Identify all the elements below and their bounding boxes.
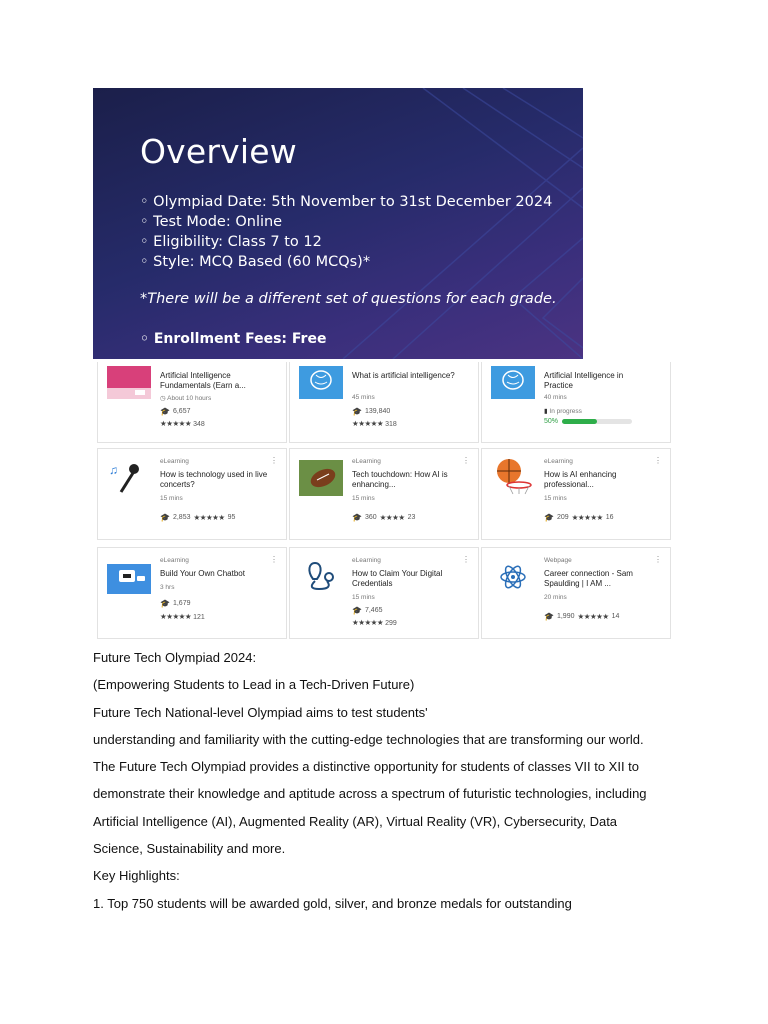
- bullet-style: ◦ Style: MCQ Based (60 MCQs)*: [140, 252, 552, 272]
- course-duration: 20 mins: [544, 594, 567, 601]
- more-options-icon[interactable]: ⋮: [654, 456, 662, 465]
- course-title: Artificial Intelligence Fundamentals (Earn a...: [160, 371, 246, 390]
- course-card[interactable]: [289, 362, 479, 443]
- graduation-cap-icon: 🎓: [352, 606, 362, 615]
- course-stats: 🎓 2,853 ★★★★★ 95: [160, 513, 236, 522]
- course-title: Career connection - Sam Spaulding | I AM ...: [544, 569, 633, 588]
- body-line: Future Tech National-level Olympiad aims to test students': [93, 704, 428, 720]
- more-options-icon[interactable]: ⋮: [462, 456, 470, 465]
- grade-note: *There will be a different set of questions for each grade.: [140, 291, 557, 307]
- course-card[interactable]: [97, 547, 287, 639]
- svg-text:♫: ♫: [109, 462, 118, 477]
- microphone-thumbnail: [107, 461, 151, 494]
- course-title: How is AI enhancing professional...: [544, 470, 617, 489]
- star-rating-icon: ★★★★★: [352, 618, 384, 627]
- graduation-cap-icon: 🎓: [544, 513, 554, 522]
- more-options-icon[interactable]: ⋮: [270, 456, 278, 465]
- overview-bullets: [140, 192, 552, 272]
- bullet-eligibility: ◦ Eligibility: Class 7 to 12: [140, 232, 552, 252]
- course-learners: 🎓 6,657: [160, 407, 191, 416]
- course-card[interactable]: [97, 448, 287, 540]
- course-progress: 50%: [544, 418, 632, 425]
- course-card[interactable]: [289, 547, 479, 639]
- course-duration: 45 mins: [352, 394, 375, 401]
- course-duration: 15 mins: [544, 495, 567, 502]
- course-card[interactable]: [481, 448, 671, 540]
- course-title: Tech touchdown: How AI is enhancing...: [352, 470, 448, 489]
- more-options-icon[interactable]: ⋮: [462, 555, 470, 564]
- course-type: eLearning: [352, 557, 381, 564]
- olympiad-tagline: (Empowering Students to Lead in a Tech-Driven Future): [93, 677, 415, 693]
- bookmark-icon: ▮: [544, 408, 548, 415]
- course-type: eLearning: [352, 458, 381, 465]
- course-status: ▮ In progress: [544, 408, 582, 415]
- course-type: eLearning: [160, 557, 189, 564]
- course-rating: ★★★★★ 121: [160, 612, 205, 621]
- course-type: eLearning: [160, 458, 189, 465]
- course-title: How is technology used in live concerts?: [160, 470, 268, 489]
- body-line: demonstrate their knowledge and aptitude across a spectrum of futuristic technologies, including: [93, 786, 647, 802]
- course-learners: 🎓 7,465: [352, 606, 383, 615]
- course-duration: ◷ About 10 hours: [160, 395, 212, 402]
- chatbot-thumbnail: [107, 562, 151, 595]
- key-highlights-heading: Key Highlights:: [93, 868, 180, 884]
- star-rating-icon: ★★★★: [379, 513, 405, 522]
- bullet-test-mode: ◦ Test Mode: Online: [140, 212, 552, 232]
- graduation-cap-icon: 🎓: [160, 407, 170, 416]
- graduation-cap-icon: 🎓: [160, 599, 170, 608]
- course-card[interactable]: [481, 547, 671, 639]
- more-options-icon[interactable]: ⋮: [654, 555, 662, 564]
- course-duration: 15 mins: [160, 495, 183, 502]
- course-title: How to Claim Your Digital Credentials: [352, 569, 443, 588]
- atom-thumbnail: [491, 560, 535, 593]
- course-type: eLearning: [544, 458, 573, 465]
- brain-thumbnail: [491, 366, 535, 399]
- progress-bar: [562, 419, 632, 424]
- highlight-item: 1. Top 750 students will be awarded gold, silver, and bronze medals for outstanding: [93, 895, 572, 911]
- more-options-icon[interactable]: ⋮: [270, 555, 278, 564]
- basketball-thumbnail: [491, 459, 535, 492]
- olympiad-heading: Future Tech Olympiad 2024:: [93, 650, 257, 665]
- progress-fill: [562, 419, 597, 424]
- body-line: Artificial Intelligence (AI), Augmented Reality (AR), Virtual Reality (VR), Cybersecurity, Data: [93, 813, 618, 829]
- graduation-cap-icon: 🎓: [352, 407, 362, 416]
- football-thumbnail: [299, 461, 343, 494]
- course-duration: 3 hrs: [160, 584, 175, 591]
- course-card[interactable]: [289, 448, 479, 540]
- body-line: understanding and familiarity with the cutting-edge technologies that are transforming our world.: [93, 731, 644, 747]
- course-title: Build Your Own Chatbot: [160, 569, 245, 578]
- graduation-cap-icon: 🎓: [544, 612, 554, 621]
- body-line: Science, Sustainability and more.: [93, 841, 286, 857]
- graduation-cap-icon: 🎓: [352, 513, 362, 522]
- body-line: The Future Tech Olympiad provides a distinctive opportunity for students of classes VII to XII to: [93, 759, 640, 775]
- star-rating-icon: ★★★★★: [571, 513, 603, 522]
- overview-title: Overview: [140, 132, 297, 171]
- bullet-date: ◦ Olympiad Date: 5th November to 31st December 2024: [140, 192, 552, 212]
- course-card[interactable]: [97, 362, 287, 443]
- course-stats: 🎓 209 ★★★★★ 16: [544, 513, 614, 522]
- course-duration: 15 mins: [352, 495, 375, 502]
- course-title: What is artificial intelligence?: [352, 371, 455, 380]
- course-grid: [97, 362, 671, 650]
- course-rating: ★★★★★ 348: [160, 419, 205, 428]
- course-type: Webpage: [544, 557, 572, 564]
- star-rating-icon: ★★★★★: [577, 612, 609, 621]
- brain-thumbnail: [299, 366, 343, 399]
- course-rating: ★★★★★ 318: [352, 419, 397, 428]
- course-duration: 40 mins: [544, 394, 567, 401]
- star-rating-icon: ★★★★★: [160, 419, 192, 428]
- course-title: Artificial Intelligence in Practice: [544, 371, 624, 390]
- overview-banner: [93, 88, 583, 359]
- clock-icon: ◷: [160, 395, 166, 402]
- course-duration: 15 mins: [352, 594, 375, 601]
- star-rating-icon: ★★★★★: [352, 419, 384, 428]
- course-rating: ★★★★★ 299: [352, 618, 397, 627]
- document-body: [93, 648, 693, 921]
- star-rating-icon: ★★★★★: [160, 612, 192, 621]
- star-rating-icon: ★★★★★: [193, 513, 225, 522]
- enrollment-fees: ◦ Enrollment Fees: Free: [140, 331, 326, 347]
- map-pin-route-thumbnail: [299, 560, 343, 593]
- course-card[interactable]: [481, 362, 671, 443]
- course-stats: 🎓 1,990 ★★★★★ 14: [544, 612, 620, 621]
- course-learners: 🎓 1,679: [160, 599, 191, 608]
- course-stats: 🎓 360 ★★★★ 23: [352, 513, 416, 522]
- ai-fundamentals-thumbnail: [107, 366, 151, 399]
- course-learners: 🎓 139,840: [352, 407, 391, 416]
- graduation-cap-icon: 🎓: [160, 513, 170, 522]
